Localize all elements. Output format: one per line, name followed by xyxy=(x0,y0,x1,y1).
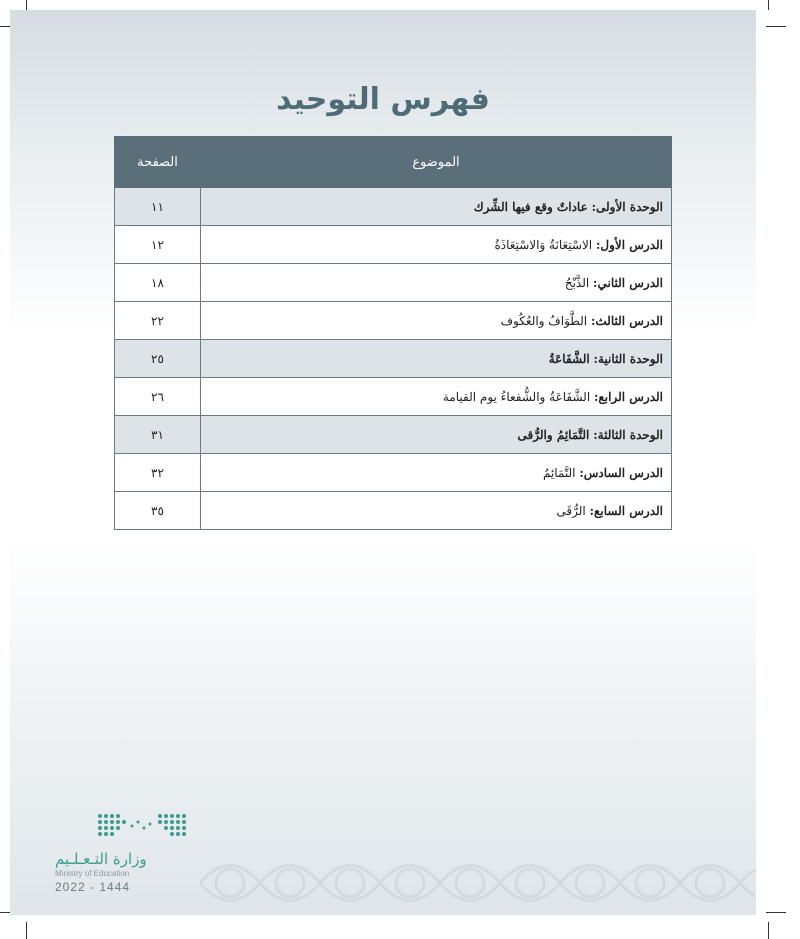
topic-cell xyxy=(201,416,672,454)
topic-cell xyxy=(201,188,672,226)
page-number-cell: ١٨ xyxy=(115,264,201,302)
table-row xyxy=(115,302,672,340)
page-column-header: الصفحة xyxy=(115,137,201,188)
crop-mark-top-right-v xyxy=(768,0,769,10)
page-number-cell: ١٢ xyxy=(115,226,201,264)
table-header-row xyxy=(115,137,672,188)
row-label: الوحدة الأولى: xyxy=(591,199,663,214)
topic-column-header: الموضوع xyxy=(201,137,672,188)
topic-cell xyxy=(201,378,672,416)
crop-mark-bottom-left-v xyxy=(26,922,27,939)
crop-mark-bottom-right-v xyxy=(768,922,769,939)
topic-cell xyxy=(201,454,672,492)
row-label: الدرس الأول: xyxy=(595,237,663,252)
page-number-cell: ٣٢ xyxy=(115,454,201,492)
row-label: الوحدة الثانية: xyxy=(593,351,663,366)
table-row xyxy=(115,492,672,530)
table-row xyxy=(115,188,672,226)
row-label: الدرس السادس: xyxy=(579,465,663,480)
page-number-cell: ٢٥ xyxy=(115,340,201,378)
row-subject: الطَّوَافُ والعُكُوف xyxy=(500,313,588,328)
row-subject: التَّمَائِمُ xyxy=(542,465,576,480)
table-row xyxy=(115,264,672,302)
page-number-cell: ٢٦ xyxy=(115,378,201,416)
page-number-cell: ١١ xyxy=(115,188,201,226)
row-subject: الاسْتِعَانَةُ وَالاسْتِعَاذَةُ xyxy=(494,237,593,252)
table-row xyxy=(115,226,672,264)
edition-year: 2022 - 1444 xyxy=(55,880,131,894)
row-subject: الشَّفَاعَةُ والشُّفعاءُ يوم القيامة xyxy=(442,389,591,404)
row-label: الدرس الثاني: xyxy=(593,275,663,290)
table-row xyxy=(115,340,672,378)
table-row xyxy=(115,454,672,492)
page-number-cell: ٣١ xyxy=(115,416,201,454)
crop-mark-bottom-right-h xyxy=(766,912,786,913)
topic-cell xyxy=(201,340,672,378)
row-label: الدرس الثالث: xyxy=(590,313,663,328)
row-subject: التَّمَائِمُ والرُّقى xyxy=(517,427,590,442)
crop-mark-top-left-v xyxy=(26,0,27,10)
crop-mark-bottom-left-h xyxy=(0,912,10,913)
topic-cell xyxy=(201,264,672,302)
row-subject: الشَّفَاعَةُ xyxy=(548,351,590,366)
table-row xyxy=(115,378,672,416)
arabesque-ornament xyxy=(200,848,756,915)
page-number-cell: ٣٥ xyxy=(115,492,201,530)
crop-mark-top-right-h xyxy=(766,26,786,27)
row-subject: عاداتٌ وقع فيها الشِّرك xyxy=(473,199,588,214)
crop-mark-top-left-h xyxy=(0,26,10,27)
contents-table xyxy=(114,136,672,530)
table-row xyxy=(115,416,672,454)
topic-cell xyxy=(201,492,672,530)
row-label: الدرس الرابع: xyxy=(593,389,663,404)
row-subject: الذَّبْحُ xyxy=(564,275,590,290)
ministry-name-arabic: وزارة التـعـلـيم xyxy=(55,850,147,868)
ministry-name-english: Ministry of Education xyxy=(55,869,130,878)
page-title: فهرس التوحيد xyxy=(276,82,490,117)
row-label: الوحدة الثالثة: xyxy=(593,427,663,442)
topic-cell xyxy=(201,302,672,340)
page-number-cell: ٢٢ xyxy=(115,302,201,340)
ministry-logo-icon xyxy=(96,812,188,840)
topic-cell xyxy=(201,226,672,264)
row-subject: الرُّقَى xyxy=(556,503,586,518)
row-label: الدرس السابع: xyxy=(589,503,663,518)
